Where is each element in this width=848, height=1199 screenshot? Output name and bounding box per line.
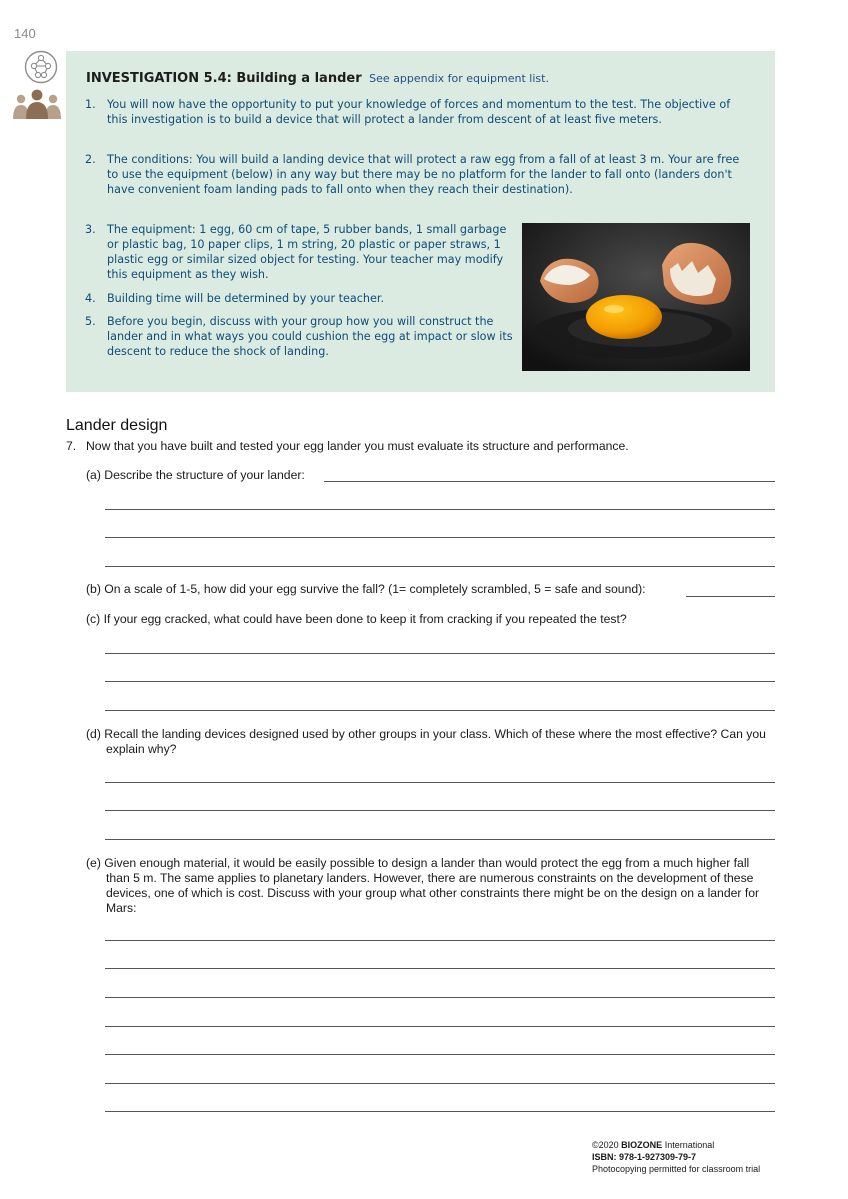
answer-line[interactable] [105, 681, 775, 682]
investigation-step-3 [85, 222, 510, 282]
question-a: (a) Describe the structure of your lander: [86, 468, 305, 482]
step-text: You will now have the opportunity to put your knowledge of forces and momentum to the test. The objective of this investigation is to build a device that will protect a lander from descent of at least five meters. [107, 98, 731, 126]
isbn: ISBN: 978-1-927309-79-7 [592, 1152, 697, 1162]
answer-line[interactable] [105, 997, 775, 998]
footer [592, 1139, 760, 1175]
step-text: Before you begin, discuss with your group how you will construct the lander and in what ways you could cushion the egg at impact or slow its descent to reduce the shock of landing. [107, 315, 513, 358]
question-b: (b) On a scale of 1-5, how did your egg survive the fall? (1= completely scrambled, 5 = safe and sound): [86, 582, 646, 596]
step-text: The conditions: You will build a landing device that will protect a raw egg from a fall of at least 3 m. Your are free to use the equipment (below) in any way but there may be no platform for the lander to fall onto (landers don't have convenient foam landing pads to fall onto when they reach their destination). [107, 153, 740, 196]
answer-line[interactable] [105, 839, 775, 840]
answer-line[interactable] [105, 1083, 775, 1084]
question-e: (e) Given enough material, it would be easily possible to design a lander than would protect the egg from a much higher fall than 5 m. The same applies to planetary landers. However, there are numerous constraints on the development of these devices, one of which is cost. Discuss with your group what other constraints there might be on the design on a lander for Mars: [86, 856, 760, 915]
answer-line[interactable] [105, 1111, 775, 1112]
brand-name: BIOZONE [621, 1140, 663, 1150]
investigation-step-4 [85, 291, 510, 306]
step-number: 4. [85, 292, 96, 305]
answer-line[interactable] [105, 653, 775, 654]
step-number: 2. [85, 153, 96, 166]
answer-line[interactable] [105, 810, 775, 811]
copyright-year: ©2020 [592, 1140, 619, 1150]
answer-line[interactable] [105, 1054, 775, 1055]
answer-line[interactable] [105, 537, 775, 538]
step-number: 1. [85, 98, 96, 111]
answer-line-a-inline[interactable] [324, 481, 775, 482]
answer-line-b-inline[interactable] [686, 596, 775, 597]
investigation-step-1 [85, 97, 745, 127]
answer-line[interactable] [105, 509, 775, 510]
answer-line[interactable] [105, 1026, 775, 1027]
question-7-number: 7. [66, 439, 77, 453]
investigation-step-2 [85, 152, 745, 197]
answer-line[interactable] [105, 968, 775, 969]
answer-line[interactable] [105, 940, 775, 941]
section-heading: Lander design [66, 417, 168, 434]
copyright-line [592, 1139, 760, 1151]
investigation-box [66, 51, 775, 392]
answer-line[interactable] [105, 782, 775, 783]
cracked-egg-photo [522, 223, 750, 371]
page-number: 140 [14, 26, 36, 41]
permission-note: Photocopying permitted for classroom trial [592, 1164, 761, 1174]
step-number: 5. [85, 315, 96, 328]
group-icon [12, 86, 62, 120]
answer-line[interactable] [105, 566, 775, 567]
network-icon [24, 50, 58, 84]
step-number: 3. [85, 223, 96, 236]
investigation-step-5 [85, 314, 515, 359]
investigation-note: See appendix for equipment list. [369, 72, 549, 85]
answer-line[interactable] [105, 710, 775, 711]
question-c: (c) If your egg cracked, what could have been done to keep it from cracking if you repeated the test? [86, 612, 627, 626]
step-text: Building time will be determined by your teacher. [107, 292, 385, 305]
question-d: (d) Recall the landing devices designed used by other groups in your class. Which of these where the most effective? Can you explain why? [86, 727, 766, 756]
step-text: The equipment: 1 egg, 60 cm of tape, 5 rubber bands, 1 small garbage or plastic bag, 10 paper clips, 1 m string, 20 plastic or paper straws, 1 plastic egg or similar sized object for testing. Your teacher may modify this equipment as they wish. [107, 223, 507, 281]
question-7-text: Now that you have built and tested your egg lander you must evaluate its structure and performance. [86, 439, 629, 453]
copyright-suffix: International [664, 1140, 715, 1150]
investigation-title [86, 71, 549, 86]
investigation-title-text: INVESTIGATION 5.4: Building a lander [86, 71, 362, 86]
